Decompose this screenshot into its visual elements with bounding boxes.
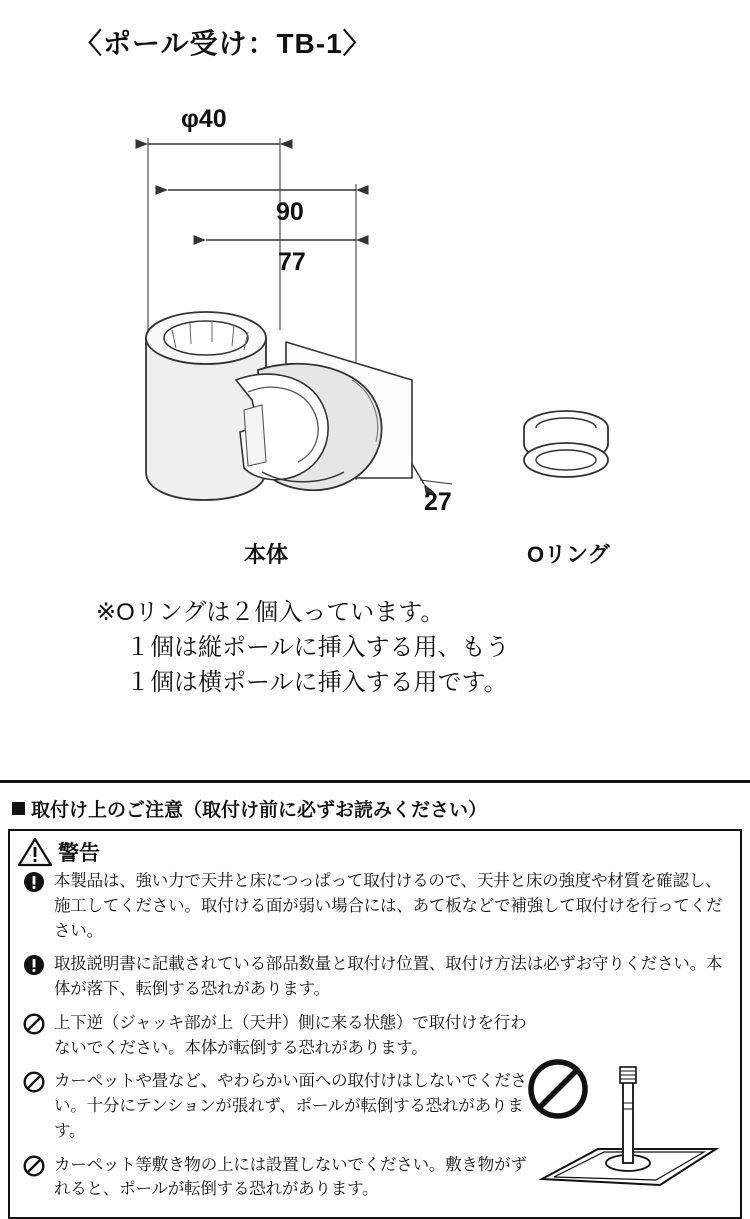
- page-title: 〈ポール受け：TB-1〉: [74, 28, 372, 59]
- warning-title: 警告: [58, 842, 100, 865]
- section-divider: [0, 780, 750, 783]
- prohibition-icon: [23, 1071, 45, 1093]
- warning-item: [54, 869, 730, 943]
- warning-box: [10, 829, 740, 1219]
- warning-section-heading-text: 取付け上のご注意（取付け前に必ずお読みください）: [31, 800, 488, 821]
- warning-item-text: カーペット等敷き物の上には設置しないでください。敷き物がずれると、ポールが転倒する恐れがあります。: [54, 1155, 527, 1199]
- oring-note-line-3: １個は横ポールに挿入する用です。: [126, 668, 508, 696]
- warning-section: [0, 795, 750, 1219]
- warning-title-row: [10, 831, 740, 869]
- dimension-label-90: 90: [276, 198, 304, 226]
- oring-note-line-1: ※Oリングは２個入っています。: [96, 599, 445, 626]
- oring-note-line-2: １個は縦ポールに挿入する用、もう: [126, 633, 510, 661]
- prohibition-icon: [23, 1013, 45, 1035]
- caption-oring: Oリング: [527, 542, 610, 567]
- warning-item-text: 上下逆（ジャッキ部が上（天井）側に来る状態）で取付けを行わないでください。本体が転倒する恐れがあります。: [54, 1013, 527, 1057]
- warning-triangle-icon: [18, 837, 52, 867]
- drawing-svg: [0, 80, 750, 580]
- exclamation-icon: [23, 871, 45, 893]
- dimension-label-diameter: φ40: [181, 105, 227, 133]
- warning-item: [54, 952, 730, 1002]
- caption-body: 本体: [244, 542, 289, 567]
- dimension-label-27: 27: [424, 488, 452, 516]
- prohibition-icon: [23, 1155, 45, 1177]
- warning-section-heading: [0, 795, 750, 822]
- inverted-mount-prohibition-illustration: [520, 1053, 726, 1203]
- square-bullet-icon: [12, 802, 25, 815]
- exclamation-icon: [23, 954, 45, 976]
- oring-note: [96, 596, 510, 700]
- warning-item-text: カーペットや畳など、やわらかい面への取付けはしないでください。十分にテンションが張れず、ポールが転倒する恐れがあります。: [54, 1072, 527, 1140]
- warning-item-text: 本製品は、強い力で天井と床につっぱって取付けるので、天井と床の強度や材質を確認し、施工してください。取付ける面が弱い場合には、あて板などで補強して取付けを行ってください。: [54, 872, 723, 940]
- warning-item-text: 取扱説明書に記載されている部品数量と取付け位置、取付け方法は必ずお守りください。本体が落下、転倒する恐れがあります。: [54, 955, 723, 998]
- product-drawing: [0, 80, 750, 580]
- dimension-label-77: 77: [278, 248, 306, 276]
- o-ring-drawing: [524, 411, 608, 477]
